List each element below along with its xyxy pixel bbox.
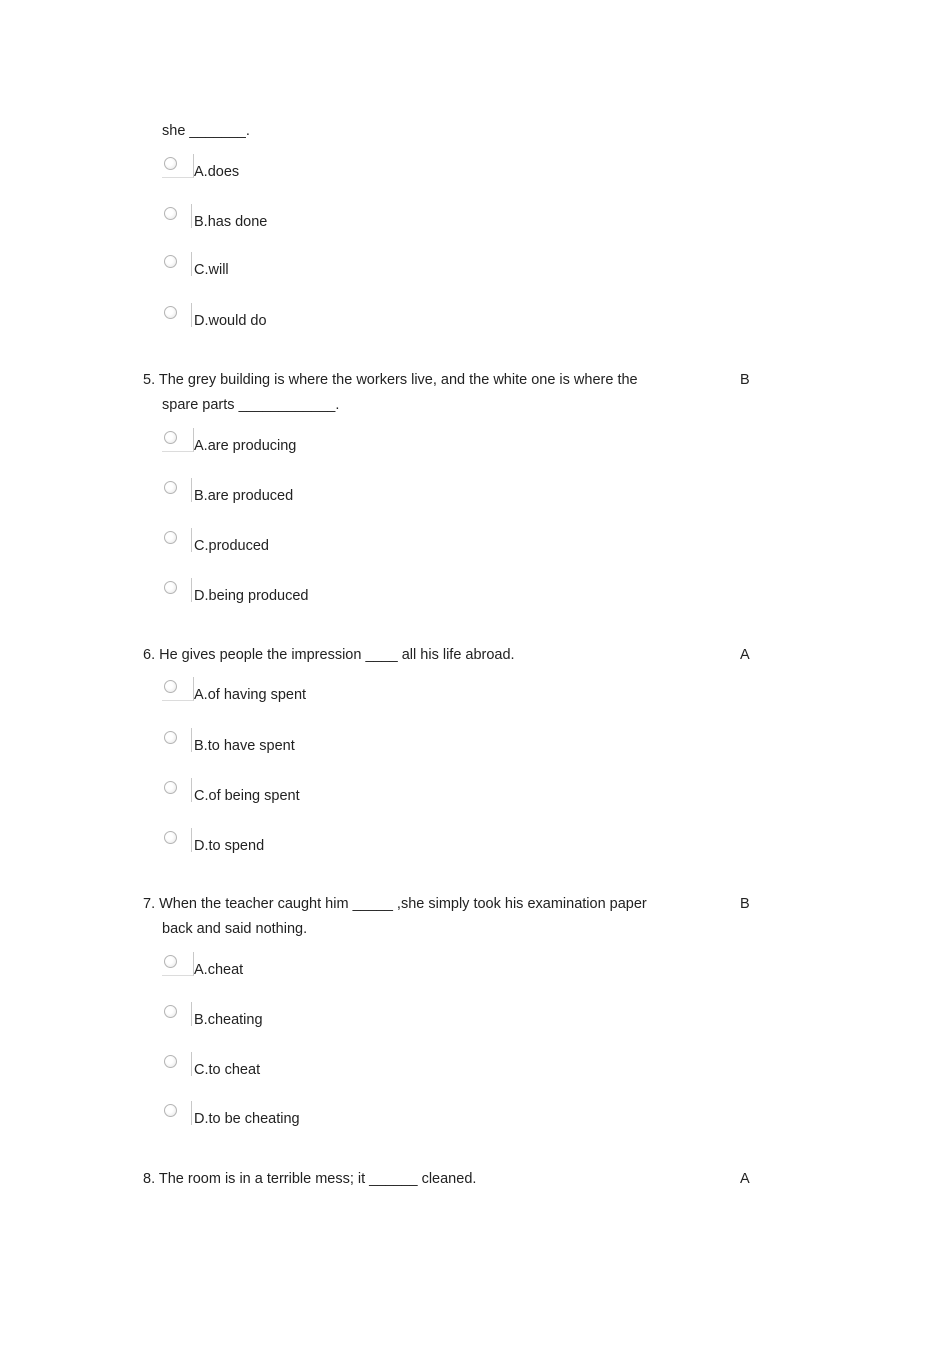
question-8-text: 8. The room is in a terrible mess; it ______ cleaned. <box>143 1171 477 1187</box>
radio-icon[interactable] <box>164 731 177 744</box>
radio-icon[interactable] <box>164 481 177 494</box>
option-label: C.of being spent <box>194 788 300 804</box>
question-7-answer: B <box>740 896 750 912</box>
question-5-text-continued: spare parts ____________. <box>162 397 340 413</box>
radio-icon[interactable] <box>164 255 177 268</box>
option-label: C.will <box>194 262 229 278</box>
divider <box>191 778 192 802</box>
question-8-answer: A <box>740 1171 750 1187</box>
option-7-d[interactable] <box>162 1101 582 1131</box>
option-4-b[interactable] <box>162 204 582 234</box>
question-6-text: 6. He gives people the impression ____ all his life abroad. <box>143 647 515 663</box>
option-label: A.cheat <box>194 962 244 978</box>
radio-icon[interactable] <box>164 680 177 693</box>
radio-icon[interactable] <box>164 306 177 319</box>
option-label: B.cheating <box>194 1012 263 1028</box>
question-7-text-continued: back and said nothing. <box>162 921 308 937</box>
option-4-c[interactable] <box>162 252 582 282</box>
option-4-a[interactable] <box>162 154 582 184</box>
option-label: D.to be cheating <box>194 1111 300 1127</box>
radio-icon[interactable] <box>164 531 177 544</box>
radio-icon[interactable] <box>164 1055 177 1068</box>
option-label: B.are produced <box>194 488 294 504</box>
radio-icon[interactable] <box>164 955 177 968</box>
option-7-a[interactable] <box>162 952 582 982</box>
question-4-text-continued: she _______. <box>162 123 250 139</box>
option-label: A.of having spent <box>194 687 307 703</box>
radio-icon[interactable] <box>164 781 177 794</box>
question-5-answer: B <box>740 372 750 388</box>
option-6-a[interactable] <box>162 677 582 707</box>
option-4-d[interactable] <box>162 303 582 333</box>
option-6-b[interactable] <box>162 728 582 758</box>
option-7-c[interactable] <box>162 1052 582 1082</box>
option-label: A.are producing <box>194 438 297 454</box>
option-label: D.being produced <box>194 588 309 604</box>
option-label: D.to spend <box>194 838 265 854</box>
divider <box>191 578 192 602</box>
option-label: C.produced <box>194 538 269 554</box>
option-label: A.does <box>194 164 240 180</box>
question-5-text: 5. The grey building is where the workers live, and the white one is where the <box>143 372 638 388</box>
radio-icon[interactable] <box>164 207 177 220</box>
divider <box>191 1052 192 1076</box>
divider <box>191 252 192 276</box>
divider <box>191 303 192 327</box>
radio-icon[interactable] <box>164 831 177 844</box>
radio-icon[interactable] <box>164 431 177 444</box>
radio-icon[interactable] <box>164 1005 177 1018</box>
question-6-answer: A <box>740 647 750 663</box>
divider <box>191 204 192 228</box>
option-label: B.to have spent <box>194 738 295 754</box>
option-5-b[interactable] <box>162 478 582 508</box>
radio-icon[interactable] <box>164 581 177 594</box>
option-7-b[interactable] <box>162 1002 582 1032</box>
option-5-a[interactable] <box>162 428 582 458</box>
question-7-text: 7. When the teacher caught him _____ ,she simply took his examination paper <box>143 896 647 912</box>
divider <box>191 478 192 502</box>
option-5-d[interactable] <box>162 578 582 608</box>
option-label: B.has done <box>194 214 268 230</box>
divider <box>191 728 192 752</box>
option-6-d[interactable] <box>162 828 582 858</box>
divider <box>191 1002 192 1026</box>
option-5-c[interactable] <box>162 528 582 558</box>
divider <box>191 528 192 552</box>
radio-icon[interactable] <box>164 157 177 170</box>
option-6-c[interactable] <box>162 778 582 808</box>
divider <box>191 828 192 852</box>
option-label: D.would do <box>194 313 267 329</box>
radio-icon[interactable] <box>164 1104 177 1117</box>
divider <box>191 1101 192 1125</box>
option-label: C.to cheat <box>194 1062 261 1078</box>
